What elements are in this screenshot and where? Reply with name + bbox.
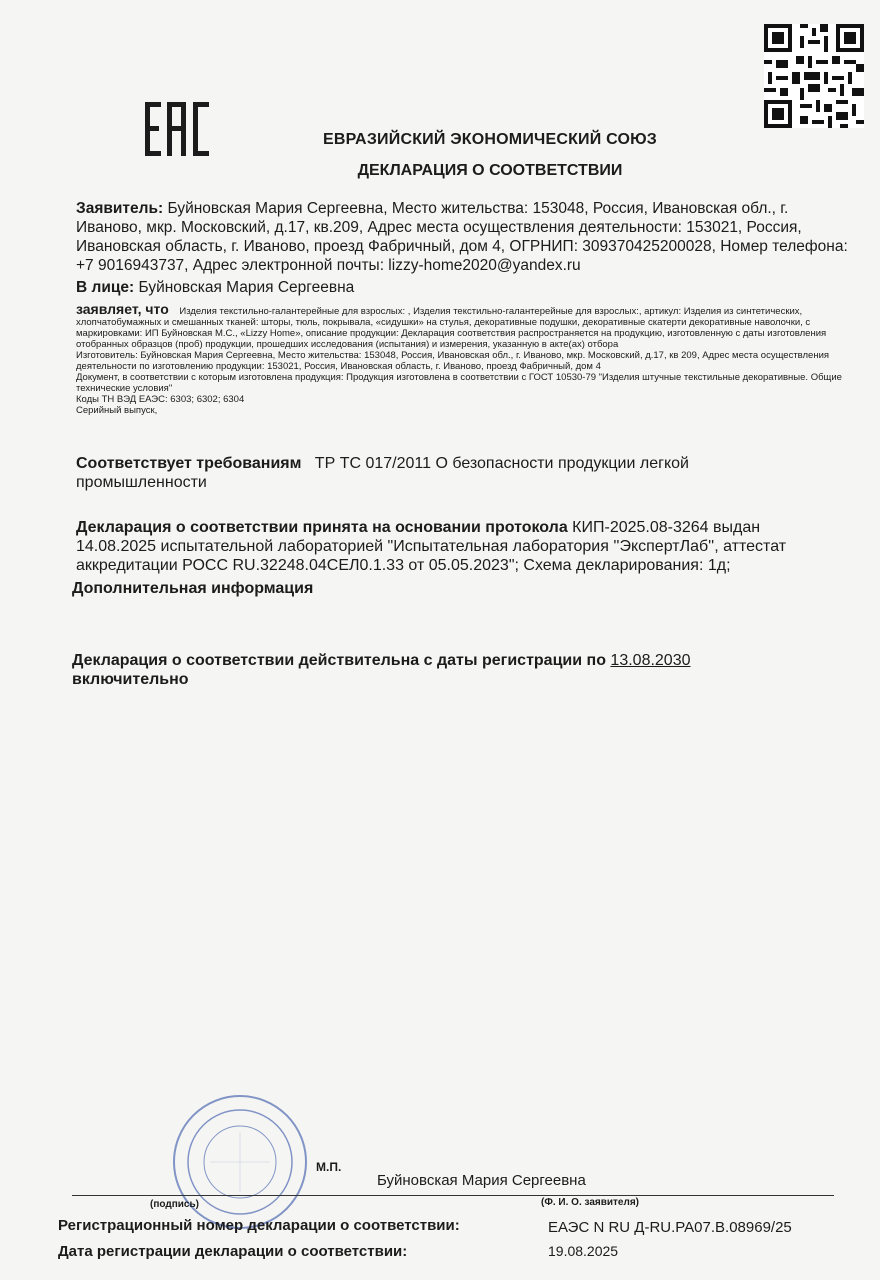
declares-section [76, 301, 852, 416]
applicant-label: Заявитель: [76, 200, 164, 217]
eac-logo [143, 100, 211, 158]
qr-code [764, 24, 864, 128]
basis-text: КИП-2025.08-3264 выдан 14.08.2025 испытательной лабораторией "Испытательная лаборатория ''ЭкспертЛаб'', аттестат аккредитации РОСС RU.32248.04СЕЛ0.1.33 от 05.05.2023"; Схема декларирования: 1д; [76, 519, 787, 574]
basis-section [76, 518, 796, 575]
signature-caption: (подпись) [150, 1199, 199, 1210]
declares-label: заявляет, что [76, 301, 169, 317]
validity-suffix: включительно [72, 671, 189, 688]
product-description: Изделия текстильно-галантерейные для взрослых: , Изделия текстильно-галантерейные для взрослых:, артикул: Изделия из синтетических, хлопчатобумажных и смешанных тканей: шторы, тюль, покрывала, «сидушки» на стулья, декоративные подушки, декоративные скатерти декоративные наволочки, с маркировками: ИП Буйновская М.С., «Lizzy Home», описание продукции: Декларация соответствия распространяется на продукцию, изготовленную с даты изготовления отобранных образцов (проб) продукции, прошедших исследования (испытания) и измерения, указанную в акте(ах) отбора [76, 306, 827, 350]
manufacturer-text: Изготовитель: Буйновская Мария Сергеевна, Место жительства: 153048, Россия, Ивановская обл., г. Иваново, мкр. Московский, д.17, кв 209, Адрес места осуществления деятельности по изготовлению продукции: 153021, Россия, Ивановская область, г. Иваново, проезд Фабричный, дом 4 [76, 350, 830, 372]
applicant-text: Буйновская Мария Сергеевна, Место жительства: 153048, Россия, Ивановская обл., г. Иваново, мкр. Московский, д.17, кв.209, Адрес места осуществления деятельности: 153021, Россия, Ивановская область, г. Иваново, проезд Фабричный, дом 4, ОГРНИП: 309370425200028, Номер телефона: +7 9016943737, Адрес электронной почты: lizzy-home2020@yandex.ru [76, 200, 848, 274]
validity-section [72, 651, 792, 689]
union-title: ЕВРАЗИЙСКИЙ ЭКОНОМИЧЕСКИЙ СОЮЗ [322, 131, 658, 148]
hs-codes: Коды ТН ВЭД ЕАЭС: 6303; 6302; 6304 [76, 394, 245, 405]
validity-label: Декларация о соответствии действительна с даты регистрации по [72, 652, 606, 669]
validity-date: 13.08.2030 [610, 652, 691, 669]
basis-label: Декларация о соответствии принята на основании протокола [76, 519, 568, 536]
declaration-title: ДЕКЛАРАЦИЯ О СООТВЕТСТВИИ [357, 162, 623, 179]
signer-name: Буйновская Мария Сергеевна [377, 1172, 586, 1189]
conformity-text: ТР ТС 017/2011 О безопасности продукции легкой промышленности [76, 455, 689, 491]
registration-number-label: Регистрационный номер декларации о соответствии: [58, 1217, 460, 1234]
release-type: Серийный выпуск, [76, 405, 158, 416]
registration-date-label: Дата регистрации декларации о соответствии: [58, 1243, 408, 1260]
stamp-seal [170, 1092, 310, 1232]
conformity-section [76, 454, 776, 492]
additional-info-heading: Дополнительная информация [72, 580, 314, 597]
registration-number: ЕАЭС N RU Д-RU.PA07.B.08969/25 [548, 1219, 792, 1236]
fio-caption: (Ф. И. О. заявителя) [541, 1197, 640, 1208]
in-face-text: Буйновская Мария Сергеевна [138, 279, 355, 296]
signature-line [72, 1195, 834, 1196]
in-face-label: В лице: [76, 279, 135, 296]
applicant-section [76, 199, 852, 275]
standard-document: Документ, в соответствии с которым изготовлена продукция: Продукция изготовлена в соответствии с ГОСТ 10530-79 "Изделия штучные текстильные декоративные. Общие технические условия" [76, 372, 842, 394]
in-face-section [76, 279, 852, 297]
conformity-label: Соответствует требованиям [76, 455, 302, 472]
registration-date: 19.08.2025 [548, 1243, 619, 1259]
stamp-place-label: М.П. [316, 1160, 342, 1174]
